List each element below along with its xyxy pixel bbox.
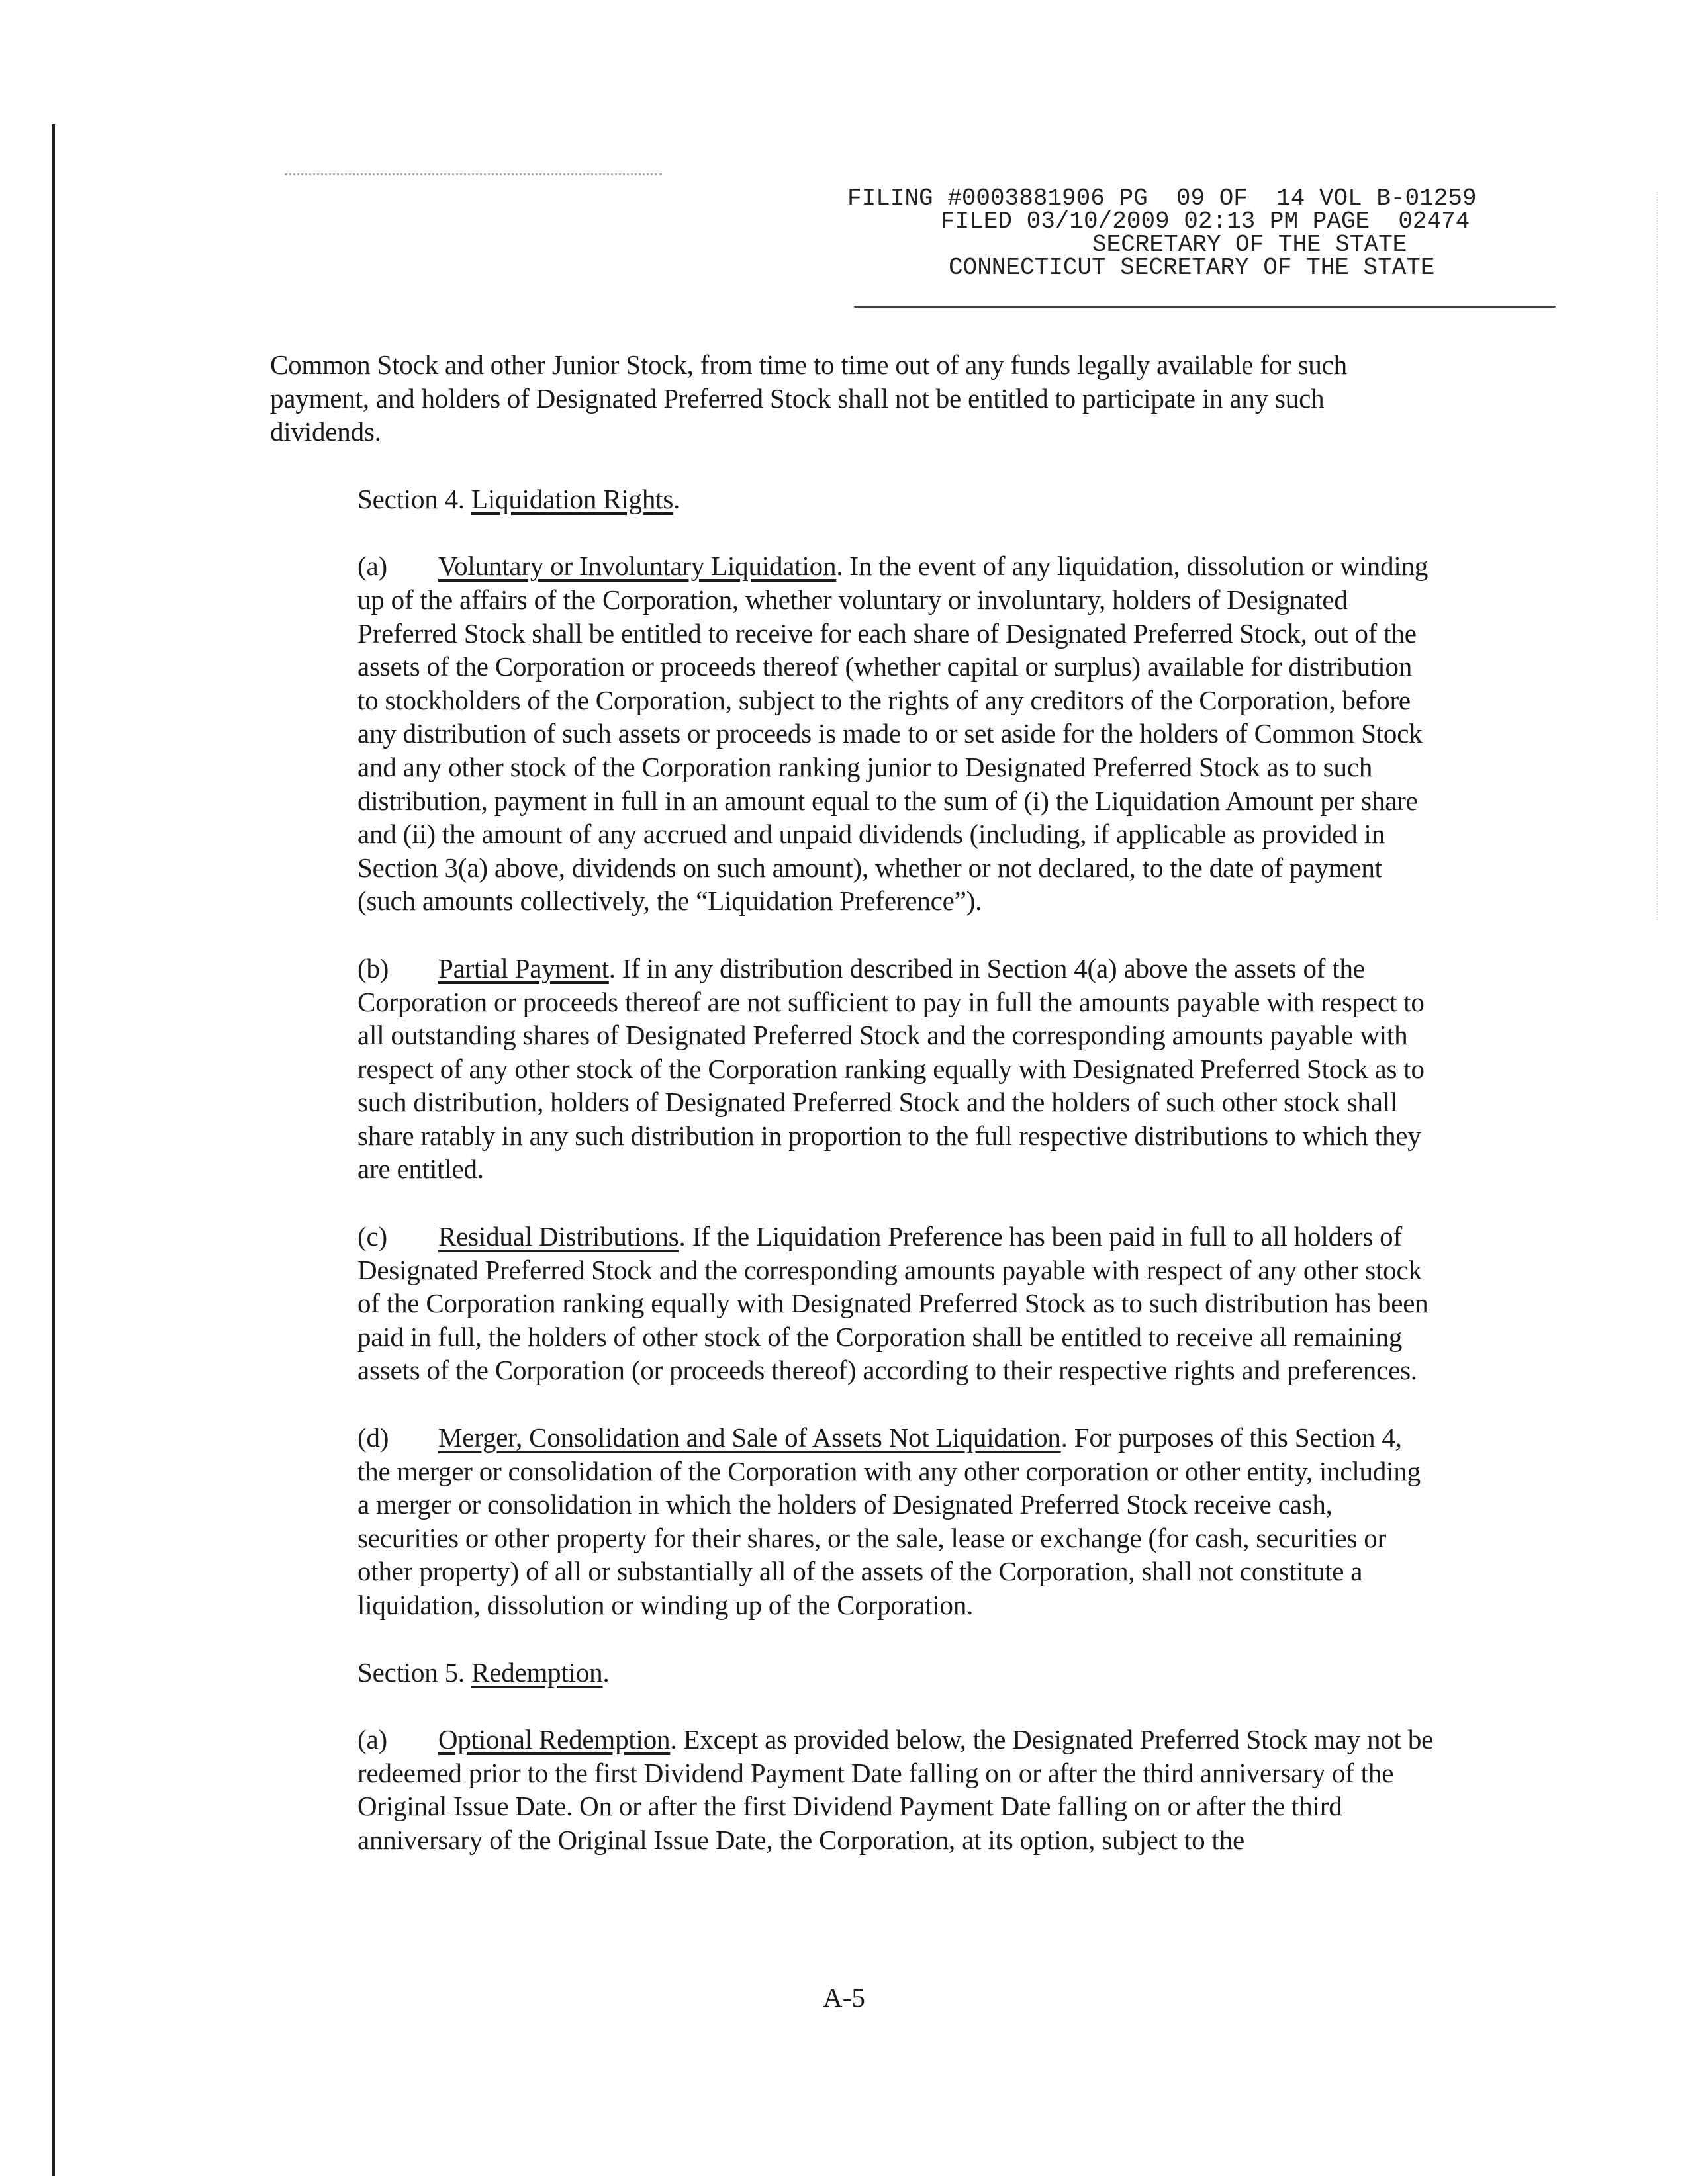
filing-stamp-line2: FILED 03/10/2009 02:13 PM PAGE 02474 [941, 208, 1470, 235]
filing-stamp-line3: SECRETARY OF THE STATE [1092, 231, 1407, 258]
section-4c-paragraph [270, 1220, 1435, 1387]
section-4d-label: (d) [357, 1422, 389, 1453]
section-5a-title: Optional Redemption [438, 1724, 671, 1755]
section-4b-text: . If in any distribution described in Section 4(a) above the assets of the Corporation or proceeds thereof are not sufficient to pay in full the amounts payable with respect to all outstanding shares of Designated Preferred Stock and the corresponding amounts payable with respect of any other stock of the Corporation ranking equally with Designated Preferred Stock as to such distribution, holders of Designated Preferred Stock and the holders of such other stock shall share ratably in any such distribution in proportion to the full respective distributions to which they are entitled. [357, 952, 1425, 1185]
scan-edge-marks [1656, 192, 1662, 920]
section-4d-title: Merger, Consolidation and Sale of Assets Not Liquidation [438, 1422, 1061, 1453]
section-4a-paragraph [270, 549, 1435, 918]
section-5-number: Section 5. [357, 1657, 465, 1688]
section-5-title-end: . [602, 1657, 610, 1688]
document-body [270, 348, 1435, 1857]
filing-stamp-line4: CONNECTICUT SECRETARY OF THE STATE [949, 254, 1435, 281]
section-4c-label: (c) [357, 1221, 387, 1252]
filing-stamp [847, 187, 1536, 326]
section-5-heading [270, 1656, 1435, 1690]
section-4a-label: (a) [357, 551, 387, 582]
scan-artifact-dots [285, 173, 662, 175]
section-5a-text: . Except as provided below, the Designated Preferred Stock may not be redeemed prior to the first Dividend Payment Date falling on or after the third anniversary of the Original Issue Date. On or after the first Dividend Payment Date falling on or after the third anniversary of the Original Issue Date, the Corporation, at its option, subject to the [357, 1724, 1434, 1855]
intro-paragraph: Common Stock and other Junior Stock, from time to time out of any funds legally available for such payment, and holders of Designated Preferred Stock shall not be entitled to participate in any such dividends. [270, 349, 1347, 447]
section-4a-title: Voluntary or Involuntary Liquidation [438, 551, 837, 582]
section-4-title: Liquidation Rights [471, 483, 674, 514]
scan-binding-edge [52, 124, 55, 2176]
section-5a-paragraph [270, 1723, 1435, 1856]
section-4d-paragraph [270, 1421, 1435, 1622]
section-4-number: Section 4. [357, 483, 465, 514]
section-5a-label: (a) [357, 1724, 387, 1755]
section-5-title: Redemption [471, 1657, 603, 1688]
filing-stamp-rule [854, 306, 1556, 308]
section-4c-text: . If the Liquidation Preference has been paid in full to all holders of Designated Preferred Stock and the corresponding amounts payable with respect of any other stock of the Corporation ranking equally with Designated Preferred Stock as to such distribution has been paid in full, the holders of other stock of the Corporation shall be entitled to receive all remaining assets of the Corporation (or proceeds thereof) according to their respective rights and preferences. [357, 1221, 1429, 1386]
page-number: A-5 [823, 1982, 865, 2013]
filing-stamp-line1: FILING #0003881906 PG 09 OF 14 VOL B-01259 [847, 185, 1477, 212]
section-4c-title: Residual Distributions [438, 1221, 679, 1252]
section-4-heading [270, 482, 1435, 516]
section-4d-text: . For purposes of this Section 4, the merger or consolidation of the Corporation with any other corporation or other entity, including a merger or consolidation in which the holders of Designated Preferred Stock receive cash, securities or other property for their shares, or the sale, lease or exchange (for cash, securities or other property) of all or substantially all of the assets of the Corporation, shall not constitute a liquidation, dissolution or winding up of the Corporation. [357, 1422, 1421, 1620]
section-4b-title: Partial Payment [438, 952, 609, 983]
section-4b-label: (b) [357, 952, 389, 983]
section-4-title-end: . [673, 483, 680, 514]
section-4b-paragraph [270, 952, 1435, 1186]
section-4a-text: . In the event of any liquidation, dissolution or winding up of the affairs of the Corporation, whether voluntary or involuntary, holders of Designated Preferred Stock shall be entitled to receive for each share of Designated Preferred Stock, out of the assets of the Corporation or proceeds thereof (whether capital or surplus) available for distribution to stockholders of the Corporation, subject to the rights of any creditors of the Corporation, before any distribution of such assets or proceeds is made to or set aside for the holders of Common Stock and any other stock of the Corporation ranking junior to Designated Preferred Stock as to such distribution, payment in full in an amount equal to the sum of (i) the Liquidation Amount per share and (ii) the amount of any accrued and unpaid dividends (including, if applicable as provided in Section 3(a) above, dividends on such amount), whether or not declared, to the date of payment (such amounts collectively, the “Liquidation Preference”). [357, 551, 1429, 917]
